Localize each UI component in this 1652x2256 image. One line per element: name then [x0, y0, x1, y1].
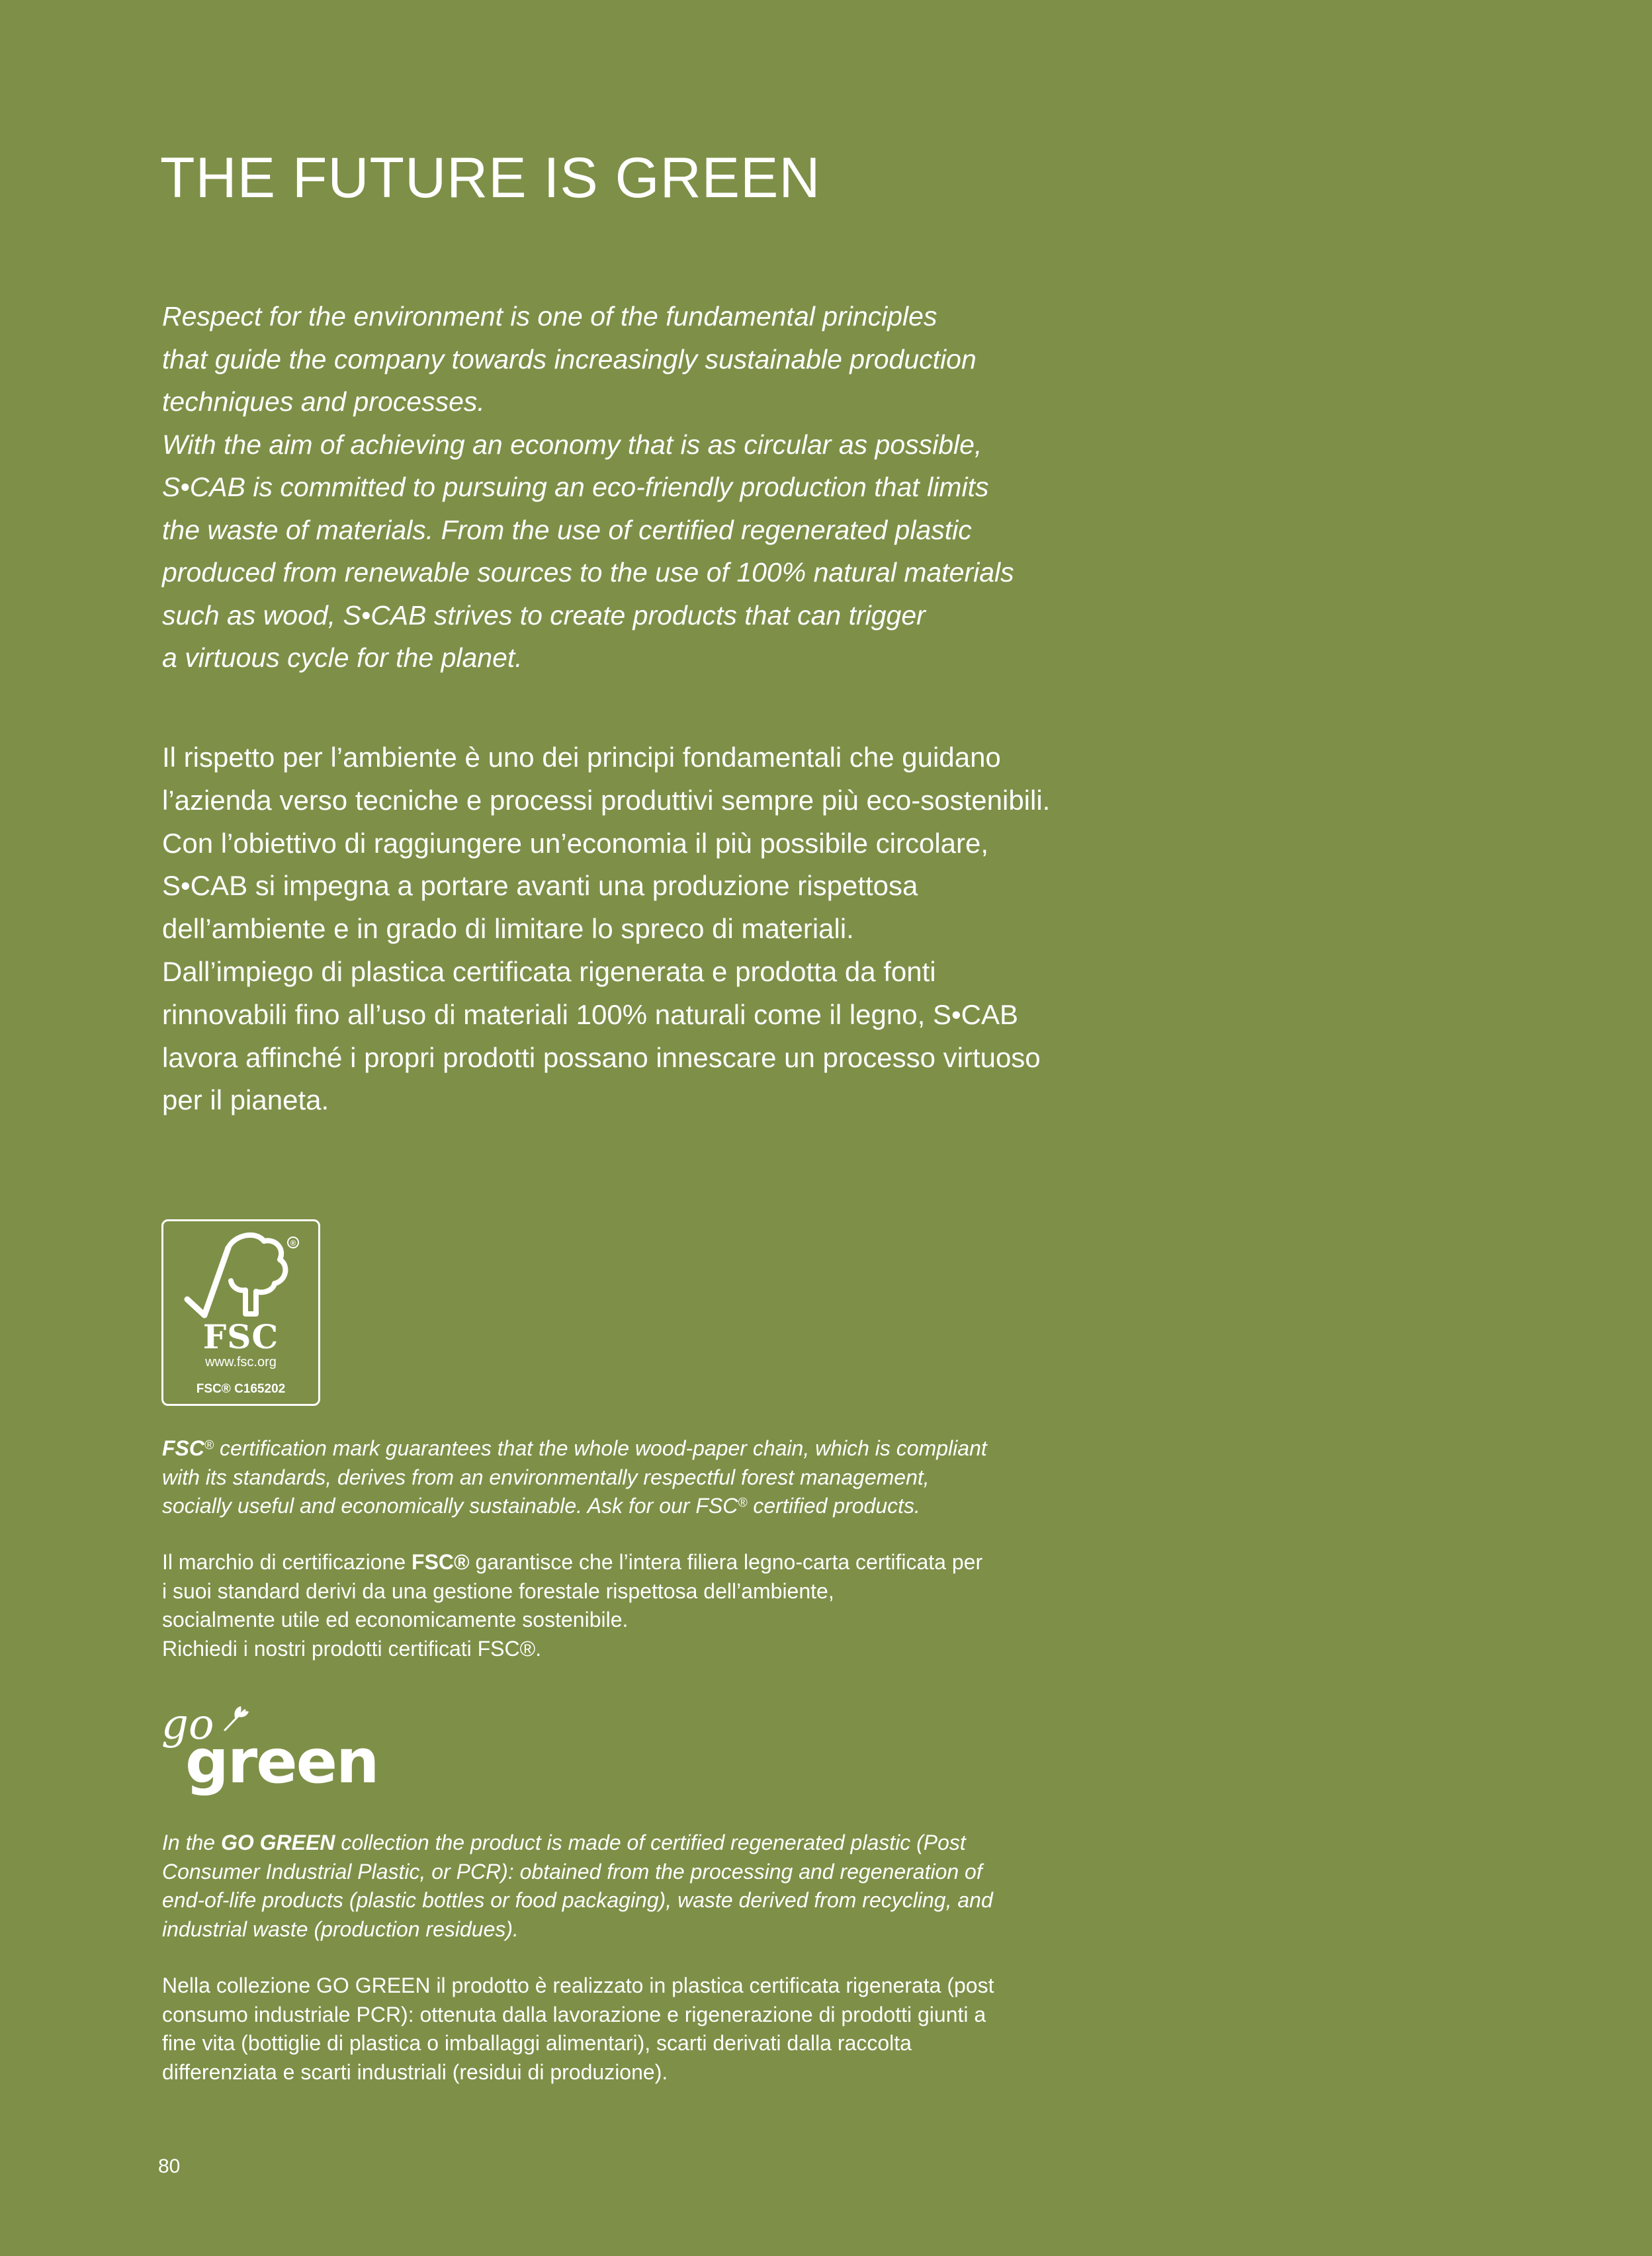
fsc-tree-check-icon [163, 1221, 322, 1321]
intro-it-line: per il pianeta. [162, 1084, 329, 1116]
gg-it-line: fine vita (bottiglie di plastica o imballaggi alimentari), scarti derivati dalla raccolta [162, 2031, 912, 2055]
go-green-bold-label: GO GREEN [220, 1831, 335, 1854]
fsc-it-line: Richiedi i nostri prodotti certificati FSC®. [162, 1636, 542, 1661]
fsc-license-code: FSC® C165202 [196, 1382, 286, 1396]
fsc-it-line: i suoi standard derivi da una gestione forestale rispettosa dell’ambiente, [162, 1579, 834, 1603]
fsc-wordmark: FSC [202, 1317, 279, 1356]
gg-en-line: Consumer Industrial Plastic, or PCR): obtained from the processing and regeneration of [162, 1859, 982, 1884]
intro-it-line: Con l’obiettivo di raggiungere un’economia il più possibile circolare, [162, 827, 989, 859]
intro-en-line: techniques and processes. [162, 386, 485, 417]
intro-it-line: rinnovabili fino all’uso di materiali 100% naturali come il legno, S•CAB [162, 998, 1019, 1030]
fsc-en-text: socially useful and economically sustainable. Ask for our FSC [162, 1494, 738, 1518]
fsc-en-line [162, 1434, 1102, 1463]
registered-mark: ® [204, 1438, 214, 1453]
intro-it-line: S•CAB si impegna a portare avanti una produzione rispettosa [162, 870, 918, 902]
intro-it-line: Dall’impiego di plastica certificata rigenerata e prodotta da fonti [162, 955, 936, 987]
intro-it-line: l’azienda verso tecniche e processi produttivi sempre più eco-sostenibili. [162, 784, 1051, 816]
gg-en-line [162, 1829, 1102, 1858]
gg-en-line: end-of-life products (plastic bottles or food packaging), waste derived from recycling, and [162, 1888, 993, 1912]
intro-it-line: dell’ambiente e in grado di limitare lo spreco di materiali. [162, 913, 854, 945]
fsc-bold-label: FSC® [412, 1550, 470, 1574]
page-title: THE FUTURE IS GREEN [160, 146, 821, 210]
intro-english [162, 295, 1102, 679]
fsc-en-text: certified products. [747, 1494, 920, 1518]
intro-en-line: that guide the company towards increasingly sustainable production [162, 343, 977, 374]
fsc-logo [161, 1219, 320, 1406]
intro-en-line: With the aim of achieving an economy that is as circular as possible, [162, 429, 982, 460]
intro-en-line: Respect for the environment is one of the fundamental principles [162, 301, 937, 331]
go-green-logo-go: go [161, 1700, 214, 1749]
gg-it-line: Nella collezione GO GREEN il prodotto è realizzato in plastica certificata rigenerata (post [162, 1974, 994, 1997]
intro-it-line: Il rispetto per l’ambiente è uno dei principi fondamentali che guidano [162, 742, 1001, 773]
gg-en-text: collection the product is made of certified regenerated plastic (Post [335, 1831, 966, 1854]
fsc-it-line: socialmente utile ed economicamente sostenibile. [162, 1608, 629, 1631]
intro-it-line: lavora affinché i propri prodotti possano innescare un processo virtuoso [162, 1041, 1041, 1073]
fsc-it-line [162, 1548, 1102, 1577]
gg-en-line: industrial waste (production residues). [162, 1917, 519, 1941]
intro-en-line: produced from renewable sources to the use of 100% natural materials [162, 557, 1014, 587]
fsc-url: www.fsc.org [205, 1355, 277, 1369]
fsc-description-english [162, 1434, 1102, 1521]
go-green-description-english [162, 1829, 1102, 1944]
intro-italian [162, 736, 1102, 1122]
intro-en-line: a virtuous cycle for the planet. [162, 642, 523, 673]
intro-en-line: the waste of materials. From the use of certified regenerated plastic [162, 514, 972, 545]
gg-it-line: consumo industriale PCR): ottenuta dalla lavorazione e rigenerazione di prodotti giunti a [162, 2002, 986, 2026]
fsc-it-text: garantisce che l’intera filiera legno-carta certificata per [469, 1550, 983, 1574]
gg-it-line: differenziata e scarti industriali (residui di produzione). [162, 2060, 668, 2084]
fsc-en-line [162, 1492, 1102, 1521]
go-green-logo-green: green [185, 1726, 378, 1797]
fsc-en-text: certification mark guarantees that the whole wood-paper chain, which is compliant [214, 1436, 987, 1460]
intro-en-line: such as wood, S•CAB strives to create products that can trigger [162, 599, 926, 630]
fsc-en-line: with its standards, derives from an environmentally respectful forest management, [162, 1465, 930, 1489]
intro-en-line: S•CAB is committed to pursuing an eco-friendly production that limits [162, 472, 989, 502]
page-number: 80 [158, 2155, 181, 2177]
fsc-registered-mark: ® [290, 1238, 296, 1248]
go-green-description-italian [162, 1972, 1102, 2087]
fsc-it-text: Il marchio di certificazione [162, 1550, 412, 1574]
go-green-logo [159, 1700, 378, 1803]
gg-en-text: In the [162, 1831, 221, 1854]
fsc-bold-label: FSC [162, 1436, 204, 1460]
registered-mark: ® [738, 1496, 748, 1510]
fsc-description-italian [162, 1548, 1102, 1663]
